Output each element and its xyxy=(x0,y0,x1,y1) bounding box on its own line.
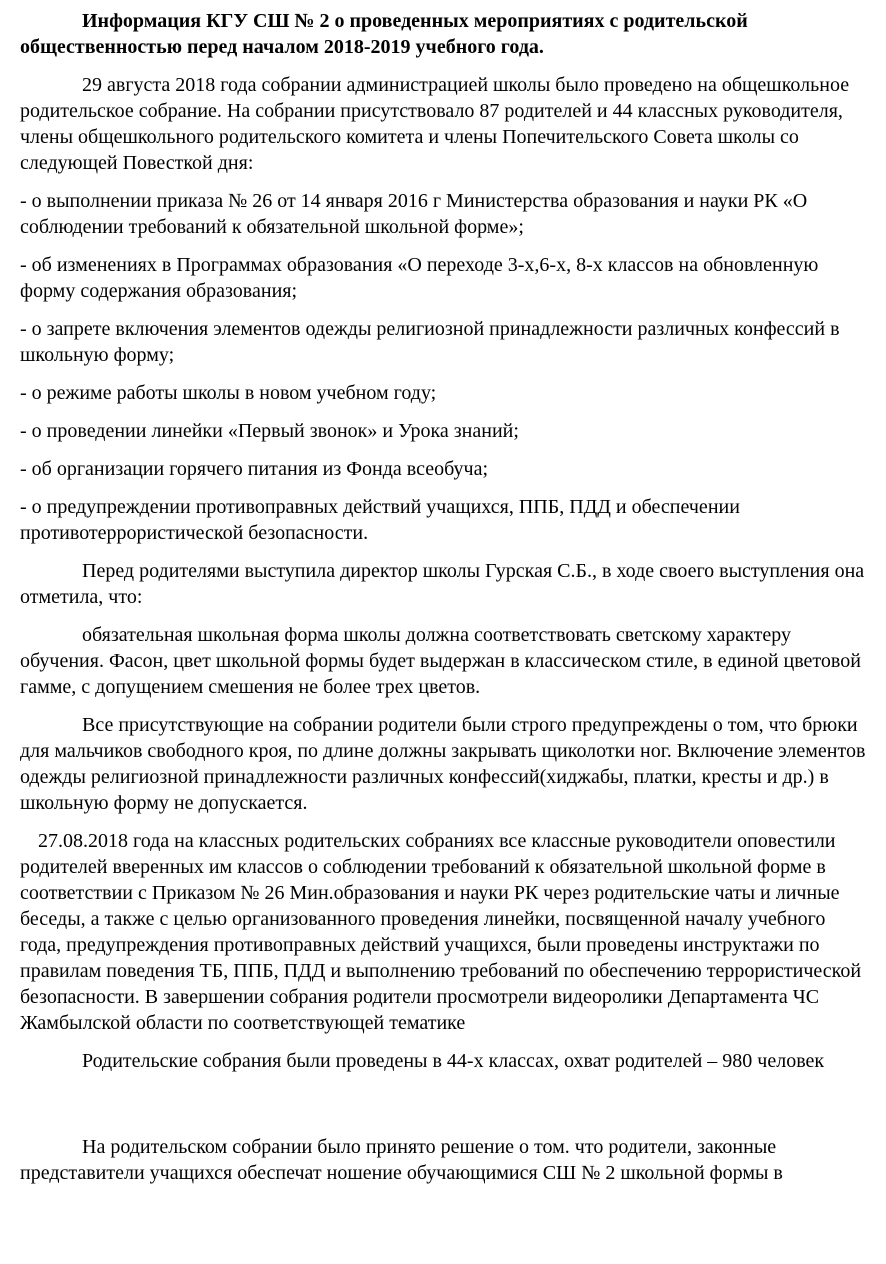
agenda-item: - о проведении линейки «Первый звонок» и Урока знаний; xyxy=(20,420,519,442)
agenda-item: - об изменениях в Программах образования «О переходе 3-х,6-х, 8-х классов на обновленную форму содержания образования; xyxy=(20,254,819,302)
decision-paragraph: На родительском собрании было принято решение о том. что родители, законные представители учащихся обеспечат ношение обучающимися СШ № 2 школьной формы в xyxy=(20,1136,783,1184)
warning-paragraph: Все присутствующие на собрании родители были строго предупреждены о том, что брюки для мальчиков свободного кроя, по длине должны закрывать щиколотки ног. Включение элементов одежды религиозной принадлежности различных конфессий(хиджабы, платки, кресты и др.) в школьную форму не допускается. xyxy=(20,714,866,814)
director-paragraph: Перед родителями выступила директор школы Гурская С.Б., в ходе своего выступления она отметила, что: xyxy=(20,560,865,608)
agenda-item: - о запрете включения элементов одежды религиозной принадлежности различных конфессий в школьную форму; xyxy=(20,318,840,366)
agenda-item: - о выполнении приказа № 26 от 14 января 2016 г Министерства образования и науки РК «О соблюдении требований к обязательной школьной форме»; xyxy=(20,190,808,238)
agenda-item: - о режиме работы школы в новом учебном году; xyxy=(20,382,437,404)
agenda-item: - об организации горячего питания из Фонда всеобуча; xyxy=(20,458,489,480)
coverage-paragraph: Родительские собрания были проведены в 44-х классах, охват родителей – 980 человек xyxy=(82,1050,825,1072)
uniform-paragraph: обязательная школьная форма школы должна соответствовать светскому характеру обучения. Фасон, цвет школьной формы будет выдержан в классическом стиле, в единой цветовой гамме, с допущением смешения не более трех цветов. xyxy=(20,624,861,698)
agenda-item: - о предупреждении противоправных действий учащихся, ППБ, ПДД и обеспечении противотеррористической безопасности. xyxy=(20,496,740,544)
class-meetings-paragraph: 27.08.2018 года на классных родительских собраниях все классные руководители оповестили родителей вверенных им классов о соблюдении требований к обязательной школьной форме в соответствии с Приказом № 26 Мин.образования и науки РК через родительские чаты и личные беседы, а также с целью организованного проведения линейки, посвященной началу учебного года, предупреждения противоправных действий учащихся, были проведены инструктажи по правилам поведения ТБ, ППБ, ПДД и выполнению требований по обеспечению террористической безопасности. В завершении собрания родители просмотрели видеоролики Департамента ЧС Жамбылской области по соответствующей тематике xyxy=(20,830,862,1034)
document-title: Информация КГУ СШ № 2 о проведенных мероприятиях с родительской общественностью перед началом 2018-2019 учебного года. xyxy=(20,10,748,58)
intro-paragraph: 29 августа 2018 года собрании администрацией школы было проведено на общешкольное родительское собрание. На собрании присутствовало 87 родителей и 44 классных руководителя, члены общешкольного родительского комитета и члены Попечительского Совета школы со следующей Повесткой дня: xyxy=(20,74,850,174)
